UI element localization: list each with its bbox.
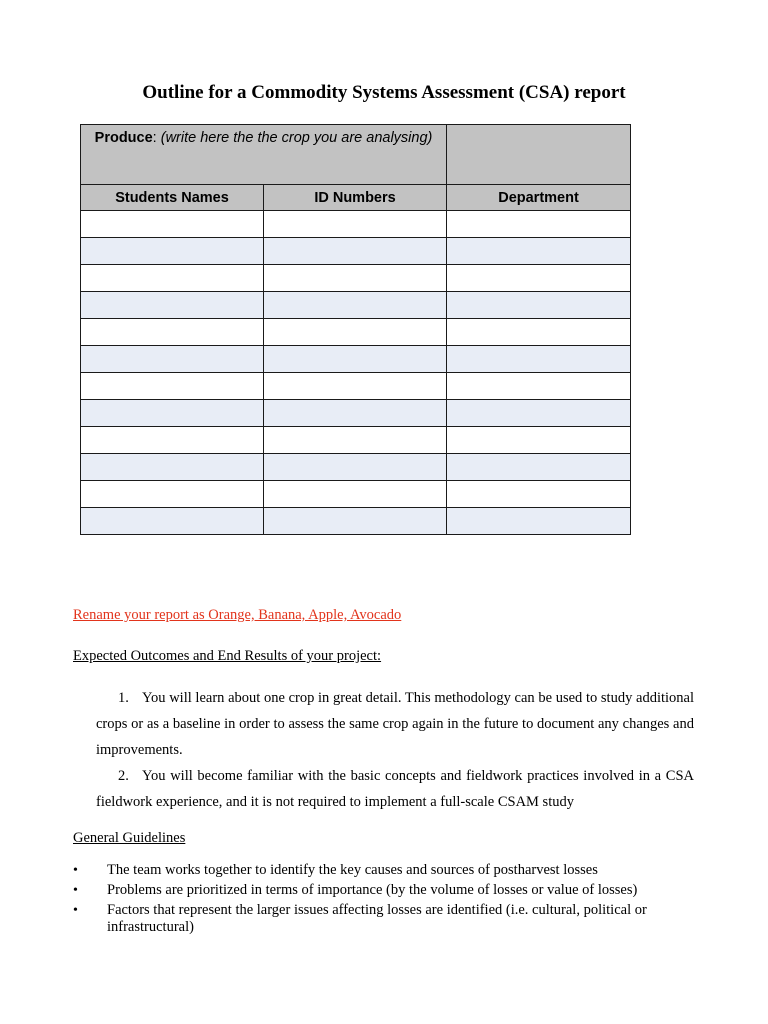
guideline-text: Problems are prioritized in terms of importance (by the volume of losses or value of losses) xyxy=(107,882,638,898)
id-number-cell[interactable] xyxy=(264,400,447,427)
department-cell[interactable] xyxy=(447,346,631,373)
id-number-cell[interactable] xyxy=(264,319,447,346)
bullet-icon: • xyxy=(73,883,78,898)
table-row xyxy=(81,508,631,535)
table-row xyxy=(81,292,631,319)
produce-cell[interactable]: Produce: (write here the the crop you are analysing) xyxy=(81,125,447,185)
id-number-cell[interactable] xyxy=(264,454,447,481)
bullet-icon: • xyxy=(73,863,78,878)
department-cell[interactable] xyxy=(447,454,631,481)
table-row xyxy=(81,265,631,292)
table-row xyxy=(81,238,631,265)
student-name-cell[interactable] xyxy=(81,292,264,319)
student-name-cell[interactable] xyxy=(81,238,264,265)
table-row xyxy=(81,481,631,508)
student-name-cell[interactable] xyxy=(81,508,264,535)
student-name-cell[interactable] xyxy=(81,346,264,373)
column-header-department: Department xyxy=(447,185,631,211)
table-row xyxy=(81,346,631,373)
outcome-number: 2. xyxy=(118,768,129,784)
table-row xyxy=(81,454,631,481)
table-row xyxy=(81,211,631,238)
column-header-students-names: Students Names xyxy=(81,185,264,211)
department-cell[interactable] xyxy=(447,373,631,400)
id-number-cell[interactable] xyxy=(264,427,447,454)
department-cell[interactable] xyxy=(447,238,631,265)
department-cell[interactable] xyxy=(447,400,631,427)
guideline-item xyxy=(73,882,693,899)
bullet-icon: • xyxy=(73,903,78,918)
department-cell[interactable] xyxy=(447,319,631,346)
student-name-cell[interactable] xyxy=(81,400,264,427)
guidelines-list xyxy=(73,862,693,939)
produce-label: Produce xyxy=(94,130,153,146)
student-name-cell[interactable] xyxy=(81,454,264,481)
rename-note: Rename your report as Orange, Banana, Apple, Avocado xyxy=(73,607,402,623)
id-number-cell[interactable] xyxy=(264,346,447,373)
guidelines-heading: General Guidelines xyxy=(73,830,186,846)
table-row xyxy=(81,400,631,427)
id-number-cell[interactable] xyxy=(264,238,447,265)
student-name-cell[interactable] xyxy=(81,373,264,400)
guideline-item xyxy=(73,902,693,936)
id-number-cell[interactable] xyxy=(264,211,447,238)
id-number-cell[interactable] xyxy=(264,481,447,508)
id-number-cell[interactable] xyxy=(264,373,447,400)
outcome-text: You will learn about one crop in great detail. This methodology can be used to study additional crops or as a baseline in order to assess the same crop again in the future to document any changes and improvements. xyxy=(96,690,694,758)
table-row xyxy=(81,373,631,400)
department-cell[interactable] xyxy=(447,508,631,535)
guideline-item xyxy=(73,862,693,879)
outcome-item xyxy=(96,763,694,815)
table-row xyxy=(81,319,631,346)
student-name-cell[interactable] xyxy=(81,427,264,454)
table-row xyxy=(81,427,631,454)
id-number-cell[interactable] xyxy=(264,508,447,535)
department-cell[interactable] xyxy=(447,265,631,292)
student-name-cell[interactable] xyxy=(81,265,264,292)
student-name-cell[interactable] xyxy=(81,481,264,508)
outcome-item xyxy=(96,685,694,763)
student-name-cell[interactable] xyxy=(81,211,264,238)
department-cell[interactable] xyxy=(447,481,631,508)
department-cell[interactable] xyxy=(447,292,631,319)
header-row xyxy=(81,185,631,211)
column-header-id-numbers: ID Numbers xyxy=(264,185,447,211)
produce-row xyxy=(81,125,631,185)
form-body xyxy=(81,211,631,535)
produce-hint: (write here the the crop you are analysing) xyxy=(160,130,433,146)
outcomes-heading: Expected Outcomes and End Results of your project: xyxy=(73,648,382,664)
department-cell[interactable] xyxy=(447,427,631,454)
guideline-text: The team works together to identify the key causes and sources of postharvest losses xyxy=(107,862,598,878)
page-title: Outline for a Commodity Systems Assessment (CSA) report xyxy=(142,82,626,103)
outcome-text: You will become familiar with the basic concepts and fieldwork practices involved in a CSA fieldwork experience, and it is not required to implement a full-scale CSAM study xyxy=(96,768,694,810)
outcome-number: 1. xyxy=(118,690,129,706)
id-number-cell[interactable] xyxy=(264,265,447,292)
produce-extra-cell[interactable] xyxy=(447,125,631,185)
outcomes-list xyxy=(96,685,694,815)
id-number-cell[interactable] xyxy=(264,292,447,319)
guideline-text: Factors that represent the larger issues affecting losses are identified (i.e. cultural, political or infrastructural) xyxy=(107,902,647,935)
student-name-cell[interactable] xyxy=(81,319,264,346)
department-cell[interactable] xyxy=(447,211,631,238)
student-form-table xyxy=(80,124,631,535)
